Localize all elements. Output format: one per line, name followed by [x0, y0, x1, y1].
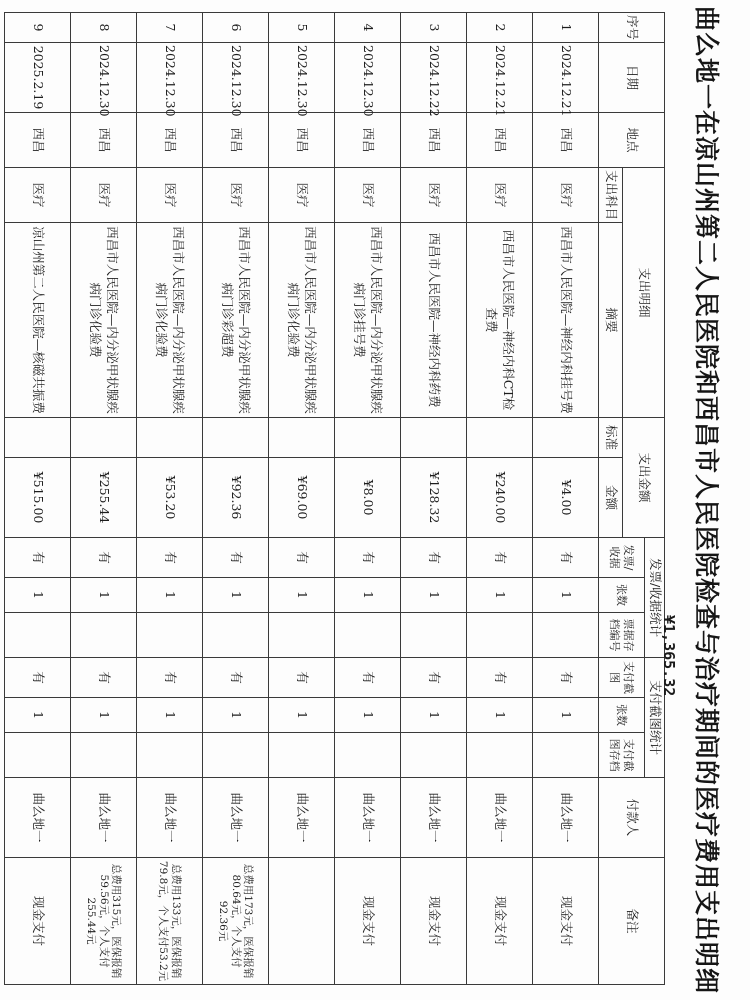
header-detail-group: 支出明细 [623, 168, 665, 418]
invoice-count-cell: 1 [269, 578, 335, 613]
summary-cell: 凉山州第二人民医院—核磁共振费 [5, 223, 71, 418]
pay-screenshot-cell: 有 [137, 658, 203, 698]
seq-cell: 5 [269, 13, 335, 43]
date-cell: 2024.12.21 [467, 43, 533, 113]
standard-cell [5, 418, 71, 458]
document-title: 曲么地一在凉山州第二人民医院和西昌市人民医院检查与治疗期间的医疗费用支出明细 [692, 5, 721, 994]
invoice-cell: 有 [5, 538, 71, 578]
header-place: 地点 [599, 113, 665, 168]
place-cell: 西昌 [467, 113, 533, 168]
header-standard: 标准 [599, 418, 623, 458]
invoice-count-cell: 1 [71, 578, 137, 613]
pay-no-cell [401, 733, 467, 778]
date-cell: 2024.12.30 [203, 43, 269, 113]
pay-screenshot-cell: 有 [203, 658, 269, 698]
pay-no-cell [335, 733, 401, 778]
remark-cell: 现金支付 [533, 858, 599, 985]
seq-cell: 8 [71, 13, 137, 43]
table-body [5, 13, 599, 985]
summary-cell: 西昌市人民医院—神经内科CT检查费 [467, 223, 533, 418]
subject-cell: 医疗 [401, 168, 467, 223]
pay-count-cell: 1 [335, 698, 401, 733]
invoice-cell: 有 [401, 538, 467, 578]
header-subject: 支出科目 [599, 168, 623, 223]
date-cell: 2024.12.30 [269, 43, 335, 113]
invoice-count-cell: 1 [401, 578, 467, 613]
seq-cell: 7 [137, 13, 203, 43]
pay-screenshot-cell: 有 [533, 658, 599, 698]
invoice-no-cell [71, 613, 137, 658]
invoice-no-cell [5, 613, 71, 658]
pay-no-cell [467, 733, 533, 778]
amount-cell: ¥92.36 [203, 458, 269, 538]
invoice-no-cell [203, 613, 269, 658]
table-row [335, 13, 401, 985]
table-row [5, 13, 71, 985]
pay-screenshot-cell: 有 [5, 658, 71, 698]
payer-cell: 曲么地一 [533, 778, 599, 858]
table-row [533, 13, 599, 985]
header-date: 日期 [599, 43, 665, 113]
payer-cell: 曲么地一 [71, 778, 137, 858]
summary-cell: 西昌市人民医院—内分泌甲状腺疾病门诊彩超费 [203, 223, 269, 418]
pay-screenshot-cell: 有 [335, 658, 401, 698]
remark-cell: 总费用173元，医保报销80.64元，个人支付92.36元 [203, 858, 269, 985]
place-cell: 西昌 [203, 113, 269, 168]
invoice-cell: 有 [71, 538, 137, 578]
amount-cell: ¥69.00 [269, 458, 335, 538]
remark-cell: 现金支付 [467, 858, 533, 985]
pay-no-cell [71, 733, 137, 778]
subject-cell: 医疗 [203, 168, 269, 223]
pay-no-cell [533, 733, 599, 778]
seq-cell: 6 [203, 13, 269, 43]
table-row [203, 13, 269, 985]
pay-count-cell: 1 [533, 698, 599, 733]
summary-cell: 西昌市人民医院—神经内科药费 [401, 223, 467, 418]
standard-cell [401, 418, 467, 458]
subject-cell: 医疗 [533, 168, 599, 223]
header-amount-group: 支出金额 [623, 418, 665, 538]
payer-cell: 曲么地一 [401, 778, 467, 858]
payer-cell: 曲么地一 [269, 778, 335, 858]
place-cell: 西昌 [137, 113, 203, 168]
invoice-count-cell: 1 [467, 578, 533, 613]
amount-cell: ¥128.32 [401, 458, 467, 538]
seq-cell: 3 [401, 13, 467, 43]
invoice-count-cell: 1 [5, 578, 71, 613]
subject-cell: 医疗 [269, 168, 335, 223]
amount-cell: ¥53.20 [137, 458, 203, 538]
summary-cell: 西昌市人民医院—内分泌甲状腺疾病门诊化验费 [71, 223, 137, 418]
date-cell: 2024.12.22 [401, 43, 467, 113]
invoice-count-cell: 1 [137, 578, 203, 613]
invoice-cell: 有 [335, 538, 401, 578]
pay-screenshot-cell: 有 [269, 658, 335, 698]
date-cell: 2024.12.21 [533, 43, 599, 113]
pay-count-cell: 1 [401, 698, 467, 733]
pay-no-cell [137, 733, 203, 778]
seq-cell: 1 [533, 13, 599, 43]
pay-count-cell: 1 [137, 698, 203, 733]
summary-cell: 西昌市人民医院—内分泌甲状腺疾病门诊挂号费 [335, 223, 401, 418]
place-cell: 西昌 [71, 113, 137, 168]
pay-screenshot-cell: 有 [467, 658, 533, 698]
header-pay-count: 张数 [599, 698, 645, 733]
pay-no-cell [203, 733, 269, 778]
pay-screenshot-cell: 有 [71, 658, 137, 698]
standard-cell [335, 418, 401, 458]
remark-cell: 总费用133元，医保报销79.8元，个人支付53.2元 [137, 858, 203, 985]
amount-cell: ¥4.00 [533, 458, 599, 538]
date-cell: 2024.12.30 [137, 43, 203, 113]
invoice-no-cell [137, 613, 203, 658]
invoice-count-cell: 1 [203, 578, 269, 613]
header-invoice-no: 票据存档编号 [599, 613, 645, 658]
table-row [137, 13, 203, 985]
header-pay-screenshot: 支付截图 [599, 658, 645, 698]
summary-cell: 西昌市人民医院—神经内科挂号费 [533, 223, 599, 418]
pay-count-cell: 1 [5, 698, 71, 733]
invoice-no-cell [401, 613, 467, 658]
summary-cell: 西昌市人民医院—内分泌甲状腺疾病门诊化验费 [269, 223, 335, 418]
date-cell: 2024.12.30 [335, 43, 401, 113]
seq-cell: 4 [335, 13, 401, 43]
remark-cell: 现金支付 [5, 858, 71, 985]
payer-cell: 曲么地一 [5, 778, 71, 858]
table-row [401, 13, 467, 985]
remark-cell: 总费用315元，医保报销59.56元，个人支付255.44元 [71, 858, 137, 985]
place-cell: 西昌 [269, 113, 335, 168]
payer-cell: 曲么地一 [203, 778, 269, 858]
standard-cell [269, 418, 335, 458]
header-remark: 备注 [599, 858, 665, 985]
place-cell: 西昌 [5, 113, 71, 168]
subject-cell: 医疗 [5, 168, 71, 223]
standard-cell [203, 418, 269, 458]
header-payer: 付款人 [599, 778, 665, 858]
pay-no-cell [5, 733, 71, 778]
invoice-cell: 有 [137, 538, 203, 578]
table-row [467, 13, 533, 985]
remark-cell [269, 858, 335, 985]
place-cell: 西昌 [533, 113, 599, 168]
payer-cell: 曲么地一 [137, 778, 203, 858]
header-pay-group: 支付截图统计 [645, 658, 665, 778]
invoice-cell: 有 [533, 538, 599, 578]
payer-cell: 曲么地一 [335, 778, 401, 858]
header-pay-no: 支付截图存档 [599, 733, 645, 778]
header-seq: 序号 [599, 13, 665, 43]
invoice-count-cell: 1 [533, 578, 599, 613]
place-cell: 西昌 [335, 113, 401, 168]
invoice-cell: 有 [269, 538, 335, 578]
pay-count-cell: 1 [269, 698, 335, 733]
summary-cell: 西昌市人民医院—内分泌甲状腺疾病门诊化验费 [137, 223, 203, 418]
invoice-cell: 有 [203, 538, 269, 578]
table-row [71, 13, 137, 985]
amount-cell: ¥255.44 [71, 458, 137, 538]
invoice-count-cell: 1 [335, 578, 401, 613]
date-cell: 2024.12.30 [71, 43, 137, 113]
amount-cell: ¥515.00 [5, 458, 71, 538]
remark-cell: 现金支付 [401, 858, 467, 985]
invoice-no-cell [335, 613, 401, 658]
pay-no-cell [269, 733, 335, 778]
header-invoice: 发票/收据 [599, 538, 645, 578]
subject-cell: 医疗 [71, 168, 137, 223]
amount-cell: ¥240.00 [467, 458, 533, 538]
standard-cell [467, 418, 533, 458]
subject-cell: 医疗 [467, 168, 533, 223]
seq-cell: 2 [467, 13, 533, 43]
seq-cell: 9 [5, 13, 71, 43]
pay-count-cell: 1 [203, 698, 269, 733]
remark-cell: 现金支付 [335, 858, 401, 985]
pay-screenshot-cell: 有 [401, 658, 467, 698]
header-amount: 金额 [599, 458, 623, 538]
grand-total: ¥1,365.32 [660, 615, 678, 697]
amount-cell: ¥8.00 [335, 458, 401, 538]
place-cell: 西昌 [401, 113, 467, 168]
payer-cell: 曲么地一 [467, 778, 533, 858]
expense-table [4, 12, 665, 985]
standard-cell [71, 418, 137, 458]
invoice-cell: 有 [467, 538, 533, 578]
standard-cell [137, 418, 203, 458]
pay-count-cell: 1 [467, 698, 533, 733]
subject-cell: 医疗 [137, 168, 203, 223]
invoice-no-cell [467, 613, 533, 658]
subject-cell: 医疗 [335, 168, 401, 223]
date-cell: 2025.2.19 [5, 43, 71, 113]
invoice-no-cell [533, 613, 599, 658]
table-row [269, 13, 335, 985]
header-invoice-group: 发票/收据统计 [645, 538, 665, 658]
pay-count-cell: 1 [71, 698, 137, 733]
standard-cell [533, 418, 599, 458]
invoice-no-cell [269, 613, 335, 658]
header-invoice-count: 张数 [599, 578, 645, 613]
header-summary: 摘要 [599, 223, 623, 418]
